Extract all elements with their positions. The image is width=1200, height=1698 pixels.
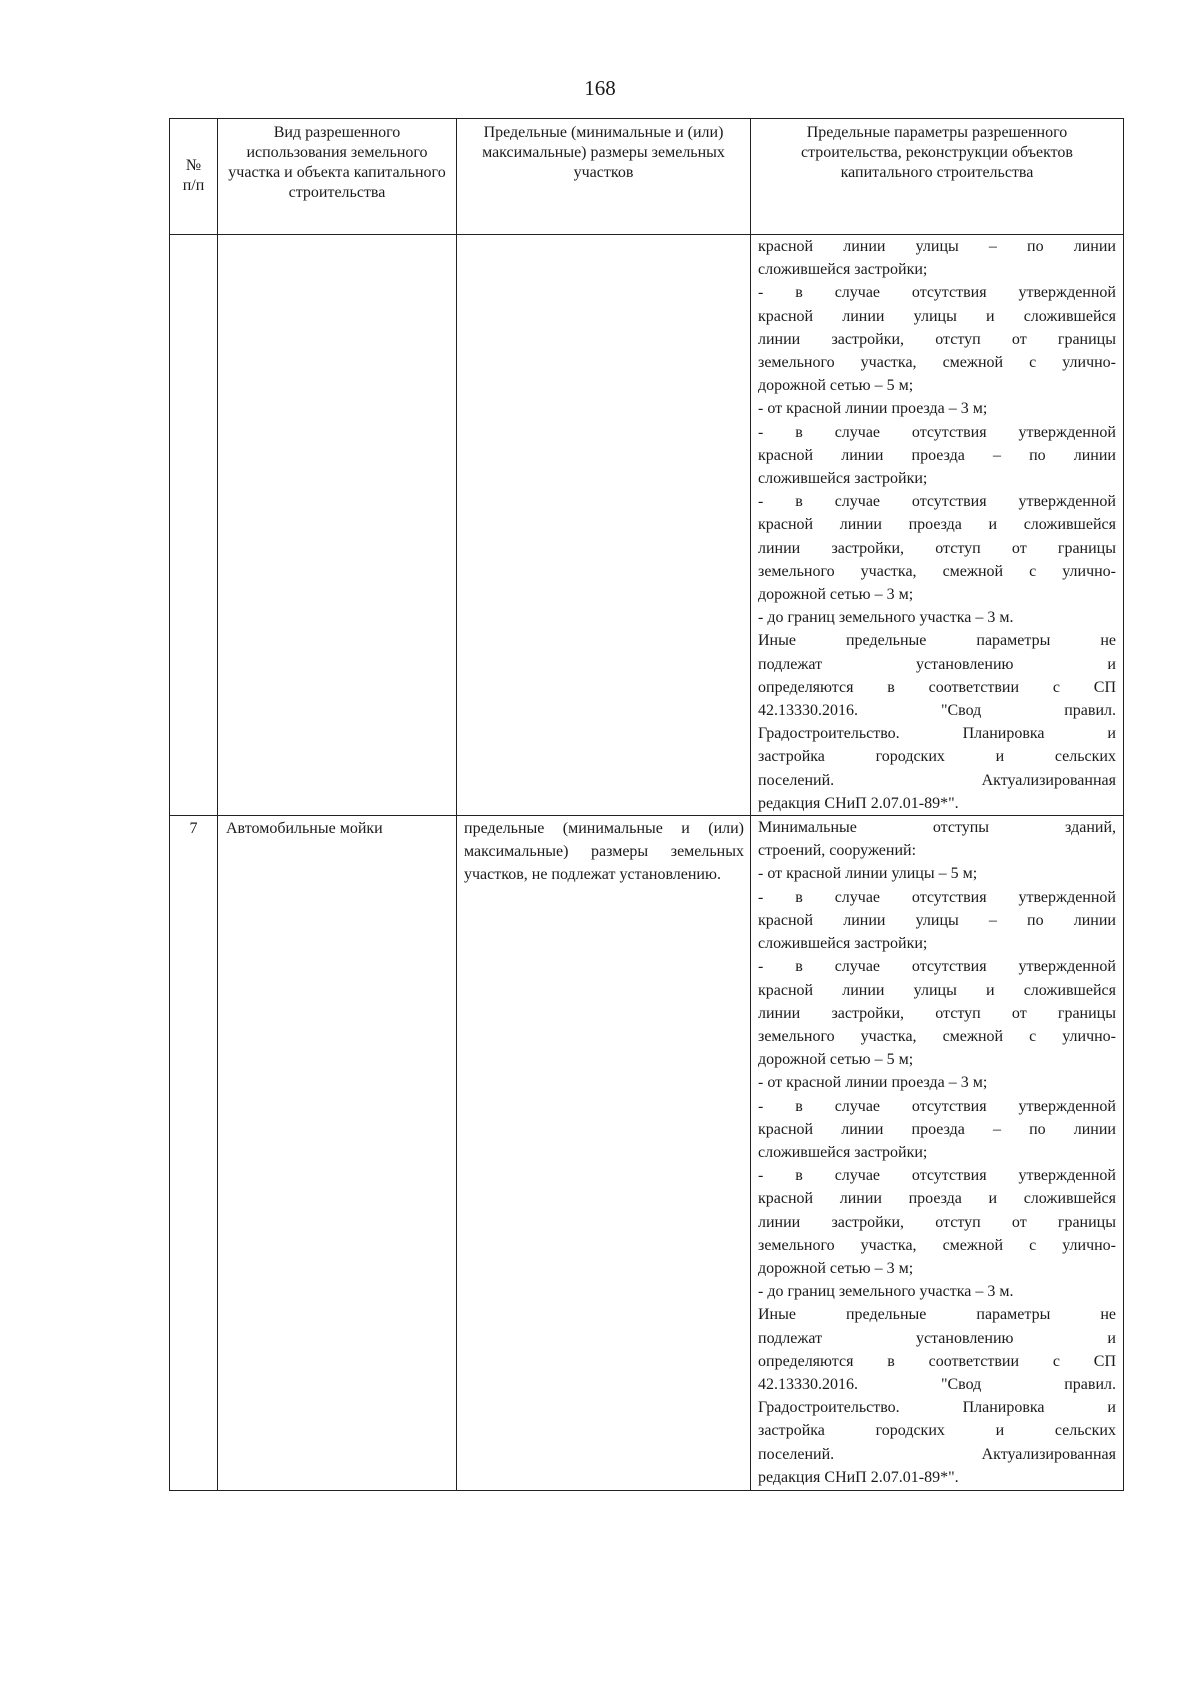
params-line: красной линии проезда и сложившейся (758, 516, 1116, 534)
params-line: строений, сооружений: (758, 842, 917, 860)
params-line: подлежат установлению и (758, 655, 1116, 673)
params-line: дорожной сетью – 5 м; (758, 1051, 914, 1069)
params-line: - до границ земельного участка – 3 м. (758, 1283, 1014, 1301)
size-cell (457, 235, 751, 816)
params-line: - в случае отсутствия утвержденной (758, 284, 1116, 302)
row-number (170, 235, 218, 816)
row-number: 7 (170, 816, 218, 1491)
params-line: Иные предельные параметры не (758, 632, 1116, 650)
params-line: линии застройки, отступ от границы (758, 1213, 1116, 1231)
params-cell (751, 235, 1124, 816)
params-line: сложившейся застройки; (758, 1143, 928, 1161)
params-line: красной линии проезда – по линии (758, 1120, 1116, 1138)
params-line: земельного участка, смежной с улично- (758, 354, 1116, 372)
params-line: - от красной линии проезда – 3 м; (758, 400, 988, 418)
params-line: 42.13330.2016. "Свод правил. (758, 1375, 1116, 1393)
table-header-row (170, 119, 1124, 235)
params-line: дорожной сетью – 3 м; (758, 586, 914, 604)
params-line: линии застройки, отступ от границы (758, 1004, 1116, 1022)
params-line: дорожной сетью – 3 м; (758, 1259, 914, 1277)
params-line: - в случае отсутствия утвержденной (758, 1167, 1116, 1185)
regulations-table (169, 118, 1124, 1491)
params-line: поселений. Актуализированная (758, 771, 1116, 789)
params-line: поселений. Актуализированная (758, 1445, 1116, 1463)
params-line: линии застройки, отступ от границы (758, 330, 1116, 348)
params-line: красной линии проезда – по линии (758, 446, 1116, 464)
params-line: красной линии улицы – по линии (758, 911, 1116, 929)
header-plot-size: Предельные (минимальные и (или) максимальные) размеры земельных участков (457, 119, 751, 235)
header-construction-params: Предельные параметры разрешенного строительства, реконструкции объектов капитального строительства (751, 119, 1124, 235)
params-line: - от красной линии проезда – 3 м; (758, 1074, 988, 1092)
params-line: красной линии улицы и сложившейся (758, 307, 1116, 325)
params-line: застройка городских и сельских (758, 1422, 1116, 1440)
params-line: красной линии проезда и сложившейся (758, 1190, 1116, 1208)
params-text (751, 235, 1123, 815)
params-line: Иные предельные параметры не (758, 1306, 1116, 1324)
params-line: определяются в соответствии с СП (758, 1352, 1116, 1370)
params-line: Градостроительство. Планировка и (758, 725, 1116, 743)
params-line: красной линии улицы и сложившейся (758, 981, 1116, 999)
params-line: Минимальные отступы зданий, (758, 819, 1116, 837)
usage-cell: Автомобильные мойки (218, 816, 457, 1491)
params-line: Градостроительство. Планировка и (758, 1399, 1116, 1417)
params-line: редакция СНиП 2.07.01-89*". (758, 794, 959, 812)
page-number: 168 (584, 76, 616, 100)
params-line: земельного участка, смежной с улично- (758, 562, 1116, 580)
params-line: - до границ земельного участка – 3 м. (758, 609, 1014, 627)
header-number: № п/п (170, 119, 218, 235)
params-text (751, 816, 1123, 1489)
header-usage-type: Вид разрешенного использования земельного участка и объекта капитального строительства (218, 119, 457, 235)
params-line: сложившейся застройки; (758, 261, 928, 279)
params-line: определяются в соответствии с СП (758, 678, 1116, 696)
params-cell (751, 816, 1124, 1491)
size-cell: предельные (минимальные и (или) максимальные) размеры земельных участков, не подлежат установлению. (457, 816, 751, 1491)
params-line: красной линии улицы – по линии (758, 238, 1116, 255)
params-line: сложившейся застройки; (758, 935, 928, 953)
params-line: 42.13330.2016. "Свод правил. (758, 702, 1116, 720)
params-line: застройка городских и сельских (758, 748, 1116, 766)
params-line: - в случае отсутствия утвержденной (758, 958, 1116, 976)
params-line: земельного участка, смежной с улично- (758, 1236, 1116, 1254)
table-row (170, 816, 1124, 1491)
params-line: - в случае отсутствия утвержденной (758, 1097, 1116, 1115)
params-line: - в случае отсутствия утвержденной (758, 493, 1116, 511)
params-line: дорожной сетью – 5 м; (758, 377, 914, 395)
params-line: - в случае отсутствия утвержденной (758, 888, 1116, 906)
params-line: линии застройки, отступ от границы (758, 539, 1116, 557)
params-line: сложившейся застройки; (758, 470, 928, 488)
params-line: редакция СНиП 2.07.01-89*". (758, 1468, 959, 1486)
params-line: - от красной линии улицы – 5 м; (758, 865, 978, 883)
usage-cell (218, 235, 457, 816)
params-line: - в случае отсутствия утвержденной (758, 423, 1116, 441)
params-line: земельного участка, смежной с улично- (758, 1027, 1116, 1045)
params-line: подлежат установлению и (758, 1329, 1116, 1347)
table-row (170, 235, 1124, 816)
